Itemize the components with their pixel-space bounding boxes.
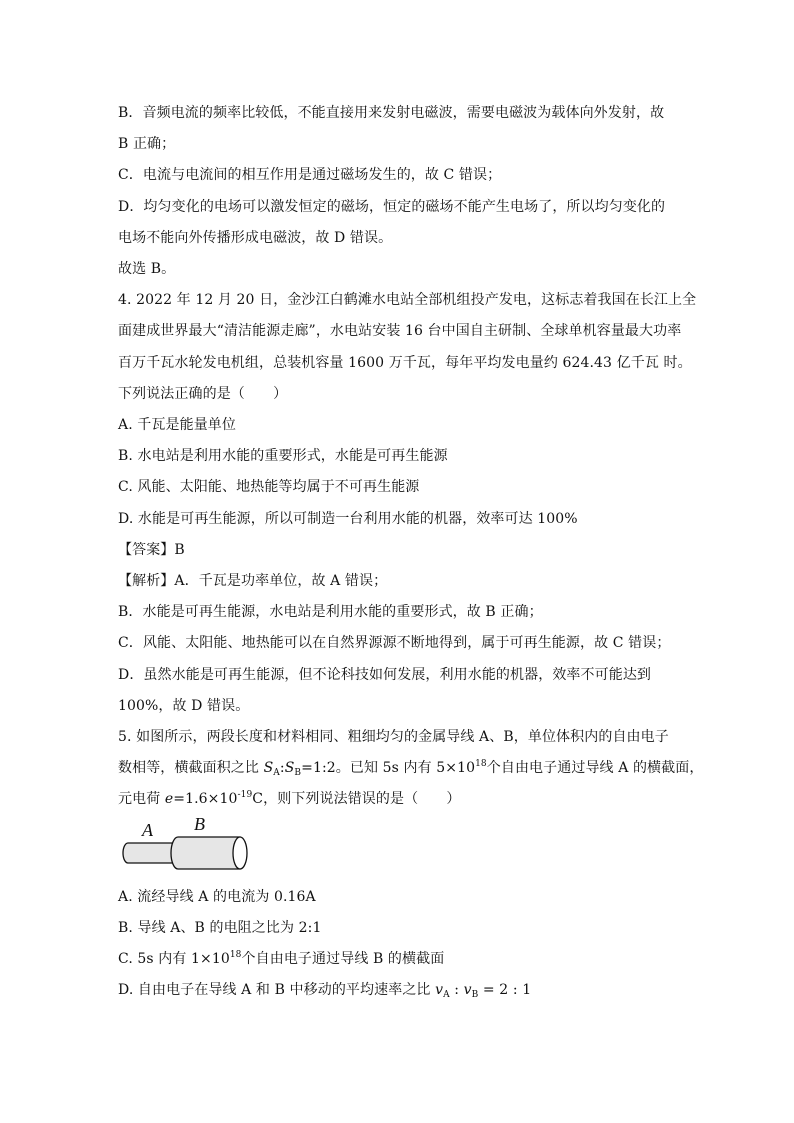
- q5-option-b: B. 导线 A、B 的电阻之比为 2:1: [118, 919, 322, 936]
- exponent-18-c: 18: [229, 950, 242, 961]
- q5-option-d-text-a: D. 自由电子在导线 A 和 B 中移动的平均速率之比: [118, 982, 436, 999]
- q4-option-c: C. 风能、太阳能、地热能等均属于不可再生能源: [118, 479, 420, 496]
- q5-stem-line3-text-a: 元电荷: [118, 791, 165, 808]
- q4-option-b: B. 水电站是利用水能的重要形式，水能是可再生能源: [118, 448, 448, 465]
- q3-analysis-d-line1: D．均匀变化的电场可以激发恒定的磁场，恒定的磁场不能产生电场了，所以均匀变化的: [118, 198, 666, 215]
- area-symbol-s: S: [263, 760, 274, 777]
- q4-stem-line4: 下列说法正确的是（ ）: [118, 385, 288, 402]
- document-page: [118, 98, 704, 1006]
- q4-analysis-b: B．水能是可再生能源，水电站是利用水能的重要形式，故 B 正确；: [118, 604, 543, 621]
- q4-stem-line2: 面建成世界最大“清洁能源走廊”，水电站安装 16 台中国自主研制、全球单机容量最大功率: [118, 323, 682, 340]
- q5-option-c: [118, 944, 678, 975]
- q4-stem-line1: 4. 2022 年 12 月 20 日，金沙江白鹤滩水电站全部机组投产发电，这标志着我国在长江上全: [118, 292, 697, 309]
- label-wire-b: B: [194, 817, 205, 834]
- exponent-minus-19: -19: [237, 790, 253, 801]
- q3-analysis-b-line1: B．音频电流的频率比较低，不能直接用来发射电磁波，需要电磁波为载体向外发射，故: [118, 105, 665, 121]
- velocity-symbol-v-2: v: [463, 982, 472, 999]
- q5-stem-line1: 5. 如图所示，两段长度和材料相同、粗细均匀的金属导线 A、B，单位体积内的自由电子: [118, 729, 669, 746]
- q5-stem-line3-text-c: C，则下列说法错误的是（ ）: [252, 791, 461, 808]
- label-wire-a: A: [142, 819, 153, 840]
- q5-option-c-text-b: 个自由电子通过导线 B 的横截面: [241, 951, 445, 968]
- area-symbol-s-2: S: [284, 760, 295, 777]
- subscript-vb: B: [471, 990, 479, 1001]
- subscript-a: A: [273, 768, 280, 779]
- q5-option-d-text-b: = 2 : 1: [478, 982, 532, 999]
- q3-analysis-d-line2: 电场不能向外传播形成电磁波，故 D 错误。: [118, 229, 393, 246]
- q5-stem-line2-text-b: =1:2。已知 5s 内有 5×10: [301, 760, 476, 777]
- wire-b-end-face: [233, 837, 247, 869]
- q5-option-c-text-a: C. 5s 内有 1×10: [118, 951, 230, 968]
- wire-diagram: [118, 818, 258, 878]
- q3-analysis-b-line2: B 正确；: [118, 136, 176, 153]
- ratio-sep: :: [449, 982, 464, 999]
- q4-option-a: A. 千瓦是能量单位: [118, 417, 237, 434]
- q5-option-d: [118, 975, 678, 1006]
- q5-stem-line2-text-c: 个自由电子通过导线 A 的横截面，: [486, 760, 704, 777]
- wire-figure: [118, 818, 678, 878]
- exponent-18: 18: [475, 759, 487, 770]
- q4-analysis-d-line1: D．虽然水能是可再生能源，但不论科技如何发展，利用水能的机器，效率不可能达到: [118, 666, 652, 683]
- q5-stem-line2-text-a: 数相等，横截面积之比: [118, 760, 264, 777]
- q4-stem-line3: 百万千瓦水轮发电机组，总装机容量 1600 万千瓦，每年平均发电量约 624.43 亿千瓦 时。: [118, 354, 692, 371]
- q4-analysis-c: C．风能、太阳能、地热能可以在自然界源源不断地得到，属于可再生能源，故 C 错误；: [118, 635, 671, 652]
- velocity-symbol-v: v: [435, 982, 444, 999]
- charge-symbol-e: e: [164, 791, 174, 808]
- q4-analysis-a: 【解析】A．千瓦是功率单位，故 A 错误；: [118, 573, 388, 590]
- q5-stem-line3: [118, 784, 678, 815]
- q5-stem-line2: [118, 753, 704, 784]
- ratio-colon: :: [279, 760, 285, 777]
- q3-analysis-c: C．电流与电流间的相互作用是通过磁场发生的，故 C 错误；: [118, 167, 502, 184]
- q3-conclusion: 故选 B。: [118, 261, 176, 278]
- subscript-b: B: [294, 768, 302, 779]
- q4-analysis-d-line2: 100%，故 D 错误。: [118, 697, 250, 714]
- wire-b: [171, 837, 240, 869]
- q4-option-d: D. 水能是可再生能源，所以可制造一台利用水能的机器，效率可达 100%: [118, 510, 578, 527]
- q5-option-a: A. 流经导线 A 的电流为 0.16A: [118, 888, 316, 905]
- subscript-va: A: [443, 990, 450, 1001]
- q5-stem-line3-text-b: =1.6×10: [173, 791, 238, 808]
- wire-a: [123, 843, 178, 863]
- q4-answer: 【答案】B: [118, 541, 185, 558]
